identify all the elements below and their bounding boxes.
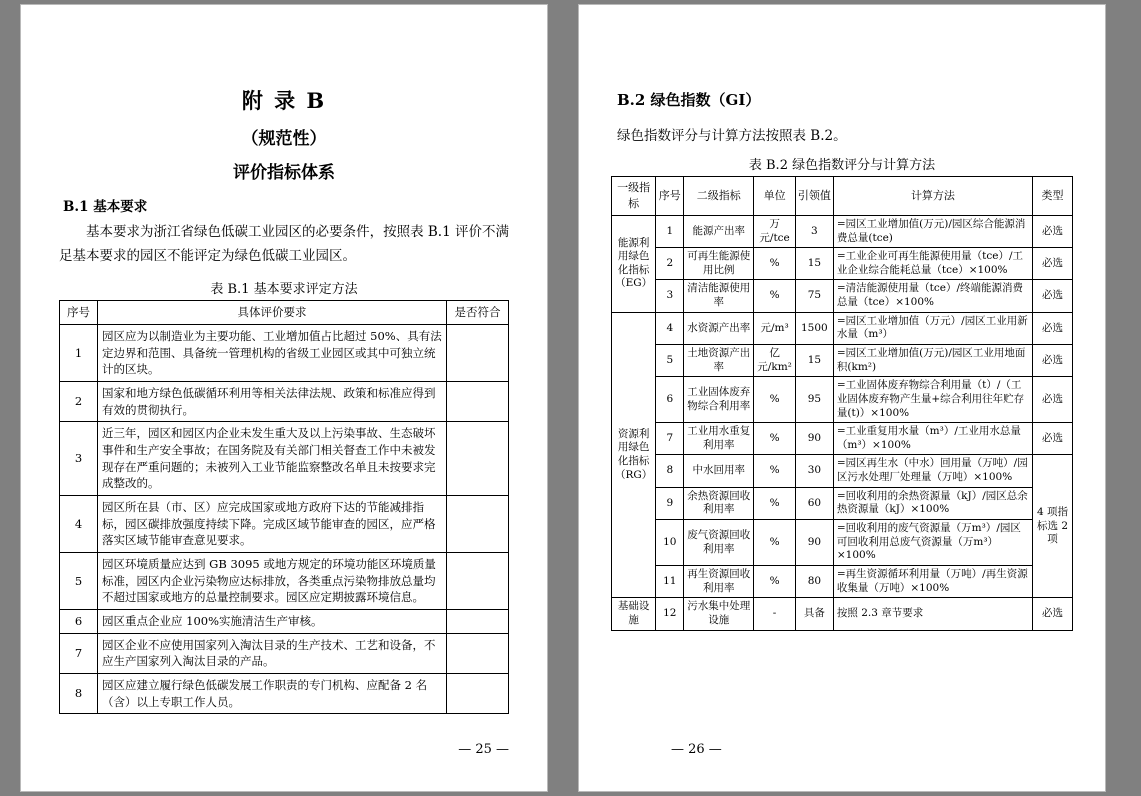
table-row (60, 381, 509, 421)
table-row (612, 377, 1073, 423)
cell-target-value: 80 (795, 565, 833, 597)
section-heading-b2: B.2 绿色指数（GI） (617, 91, 761, 109)
table-b2-caption: 表 B.2 绿色指数评分与计算方法 (748, 158, 936, 173)
table-row (60, 633, 509, 673)
cell-secondary-index: 废气资源回收利用率 (684, 520, 754, 566)
cell-no: 6 (60, 610, 98, 634)
cell-no: 5 (656, 345, 684, 377)
cell-calc-method: =回收利用的废气资源量（万m³）/园区可回收利用总废气资源量（万m³）×100% (833, 520, 1032, 566)
cell-requirement: 园区重点企业应 100%实施清洁生产审核。 (98, 610, 447, 634)
document-page-right (578, 4, 1106, 792)
cell-unit: 元/m³ (754, 312, 796, 344)
table-row (612, 215, 1073, 247)
cell-no: 3 (656, 280, 684, 312)
cell-secondary-index: 工业用水重复利用率 (684, 423, 754, 455)
cell-no: 3 (60, 422, 98, 496)
cell-calc-method: =工业重复用水量（m³）/工业用水总量（m³）×100% (833, 423, 1032, 455)
cell-target-value: 3 (795, 215, 833, 247)
section-heading-b1: B.1 基本要求 (63, 199, 148, 215)
cell-target-value: 75 (795, 280, 833, 312)
cell-target-value: 30 (795, 455, 833, 487)
table-header-row (60, 301, 509, 325)
cell-calc-method: 按照 2.3 章节要求 (833, 598, 1032, 630)
cell-target-value: 15 (795, 345, 833, 377)
cell-no: 1 (656, 215, 684, 247)
table-row (612, 312, 1073, 344)
col-header-unit: 单位 (754, 177, 796, 216)
cell-type: 必选 (1033, 423, 1073, 455)
cell-no: 8 (656, 455, 684, 487)
cell-requirement: 园区所在县（市、区）应完成国家或地方政府下达的节能减排指标，园区碳排放强度持续下降。完成区域节能审查的园区，应严格落实区域节能审查意见要求。 (98, 495, 447, 552)
cell-conform (447, 633, 509, 673)
document-page-left (20, 4, 548, 792)
cell-no: 4 (656, 312, 684, 344)
table-b1-caption: 表 B.1 基本要求评定方法 (210, 282, 358, 298)
cell-unit: 亿元/km² (754, 345, 796, 377)
cell-primary-index: 资源利用绿色化指标（RG） (612, 312, 656, 598)
col-header-calc-method: 计算方法 (833, 177, 1032, 216)
appendix-title: 附 录 B (241, 88, 327, 113)
cell-no: 9 (656, 487, 684, 519)
cell-calc-method: =园区再生水（中水）回用量（万吨）/园区污水处理厂处理量（万吨）×100% (833, 455, 1032, 487)
cell-no: 12 (656, 598, 684, 630)
cell-unit: % (754, 520, 796, 566)
cell-type: 必选 (1033, 598, 1073, 630)
table-row (60, 552, 509, 609)
table-row (612, 280, 1073, 312)
cell-type: 必选 (1033, 377, 1073, 423)
cell-secondary-index: 能源产出率 (684, 215, 754, 247)
cell-conform (447, 610, 509, 634)
cell-conform (447, 381, 509, 421)
cell-type: 必选 (1033, 280, 1073, 312)
cell-unit: 万元/tce (754, 215, 796, 247)
cell-unit: % (754, 248, 796, 280)
appendix-subtitle-2: 评价指标体系 (233, 163, 335, 183)
cell-target-value: 具备 (795, 598, 833, 630)
cell-requirement: 国家和地方绿色低碳循环利用等相关法律法规、政策和标准应得到有效的贯彻执行。 (98, 381, 447, 421)
cell-unit: % (754, 423, 796, 455)
cell-target-value: 60 (795, 487, 833, 519)
cell-primary-index: 能源利用绿色化指标（EG） (612, 215, 656, 312)
table-row (60, 674, 509, 714)
cell-secondary-index: 土地资源产出率 (684, 345, 754, 377)
cell-conform (447, 552, 509, 609)
table-row (612, 520, 1073, 566)
cell-secondary-index: 可再生能源使用比例 (684, 248, 754, 280)
table-b1 (59, 300, 509, 714)
page-number-right: — 26 — (671, 742, 722, 757)
cell-secondary-index: 工业固体废弃物综合利用率 (684, 377, 754, 423)
cell-requirement: 近三年，园区和园区内企业未发生重大及以上污染事故、生态破坏事件和生产安全事故；在国务院及有关部门相关督查工作中未被发现存在严重问题的；未被列入工业节能监察整改名单且未按要求完成整改的。 (98, 422, 447, 496)
cell-type: 必选 (1033, 312, 1073, 344)
cell-no: 5 (60, 552, 98, 609)
cell-no: 8 (60, 674, 98, 714)
cell-no: 11 (656, 565, 684, 597)
cell-requirement: 园区应为以制造业为主要功能、工业增加值占比超过 50%、具有法定边界和范围、具备统一管理机构的省级工业园区或其中可独立统计的区块。 (98, 324, 447, 381)
cell-requirement: 园区应建立履行绿色低碳发展工作职责的专门机构、应配备 2 名（含）以上专职工作人员。 (98, 674, 447, 714)
section-b2-paragraph: 绿色指数评分与计算方法按照表 B.2。 (617, 128, 847, 144)
col-header-requirement: 具体评价要求 (98, 301, 447, 325)
cell-no: 6 (656, 377, 684, 423)
cell-calc-method: =园区工业增加值(万元)/园区综合能源消费总量(tce) (833, 215, 1032, 247)
col-header-no: 序号 (60, 301, 98, 325)
cell-secondary-index: 中水回用率 (684, 455, 754, 487)
cell-secondary-index: 余热资源回收利用率 (684, 487, 754, 519)
cell-conform (447, 674, 509, 714)
table-row (60, 495, 509, 552)
table-row (60, 610, 509, 634)
table-row (60, 422, 509, 496)
col-header-primary-index: 一级指标 (612, 177, 656, 216)
cell-no: 4 (60, 495, 98, 552)
cell-unit: % (754, 487, 796, 519)
table-row (612, 487, 1073, 519)
col-header-secondary-index: 二级指标 (684, 177, 754, 216)
table-row (612, 423, 1073, 455)
page-number-left: — 25 — (458, 742, 509, 757)
table-row (612, 248, 1073, 280)
cell-calc-method: =工业企业可再生能源使用量（tce）/工业企业综合能耗总量（tce）×100% (833, 248, 1032, 280)
cell-calc-method: =园区工业增加值（万元）/园区工业用新水量（m³） (833, 312, 1032, 344)
col-header-conform: 是否符合 (447, 301, 509, 325)
cell-unit: % (754, 565, 796, 597)
cell-secondary-index: 再生资源回收利用率 (684, 565, 754, 597)
table-header-row (612, 177, 1073, 216)
cell-type: 必选 (1033, 215, 1073, 247)
cell-type-group: 4 项指标选 2 项 (1033, 455, 1073, 598)
cell-secondary-index: 清洁能源使用率 (684, 280, 754, 312)
cell-target-value: 90 (795, 520, 833, 566)
cell-no: 2 (656, 248, 684, 280)
appendix-subtitle: （规范性） (241, 129, 327, 149)
table-row (612, 565, 1073, 597)
cell-no: 2 (60, 381, 98, 421)
cell-calc-method: =回收利用的余热资源量（kJ）/园区总余热资源量（kJ）×100% (833, 487, 1032, 519)
cell-unit: % (754, 280, 796, 312)
cell-conform (447, 422, 509, 496)
cell-secondary-index: 水资源产出率 (684, 312, 754, 344)
cell-target-value: 1500 (795, 312, 833, 344)
cell-calc-method: =工业固体废弃物综合利用量（t）/（工业固体废弃物产生量+综合利用往年贮存量(t)）×100% (833, 377, 1032, 423)
col-header-target-value: 引领值 (795, 177, 833, 216)
cell-requirement: 园区企业不应使用国家列入淘汰目录的生产技术、工艺和设备，不应生产国家列入淘汰目录的产品。 (98, 633, 447, 673)
cell-primary-index: 基础设施 (612, 598, 656, 630)
table-row (612, 455, 1073, 487)
cell-unit: - (754, 598, 796, 630)
table-row (60, 324, 509, 381)
section-b1-paragraph: 基本要求为浙江省绿色低碳工业园区的必要条件，按照表 B.1 评价不满足基本要求的园区不能评定为绿色低碳工业园区。 (59, 224, 509, 264)
cell-unit: % (754, 455, 796, 487)
col-header-type: 类型 (1033, 177, 1073, 216)
cell-target-value: 15 (795, 248, 833, 280)
cell-requirement: 园区环境质量应达到 GB 3095 或地方规定的环境功能区环境质量标准，园区内企业污染物应达标排放，各类重点污染物排放总量均不超过国家或地方的总量控制要求。园区应定期披露环境信息。 (98, 552, 447, 609)
col-header-no: 序号 (656, 177, 684, 216)
cell-no: 10 (656, 520, 684, 566)
cell-conform (447, 324, 509, 381)
cell-conform (447, 495, 509, 552)
cell-calc-method: =园区工业增加值(万元)/园区工业用地面积(km²) (833, 345, 1032, 377)
cell-calc-method: =再生资源循环利用量（万吨）/再生资源收集量（万吨）×100% (833, 565, 1032, 597)
cell-no: 7 (60, 633, 98, 673)
cell-no: 7 (656, 423, 684, 455)
cell-secondary-index: 污水集中处理设施 (684, 598, 754, 630)
cell-type: 必选 (1033, 248, 1073, 280)
cell-target-value: 90 (795, 423, 833, 455)
cell-type: 必选 (1033, 345, 1073, 377)
cell-unit: % (754, 377, 796, 423)
table-row (612, 345, 1073, 377)
table-b2 (611, 176, 1073, 631)
table-row (612, 598, 1073, 630)
cell-calc-method: =清洁能源使用量（tce）/终端能源消费总量（tce）×100% (833, 280, 1032, 312)
cell-target-value: 95 (795, 377, 833, 423)
cell-no: 1 (60, 324, 98, 381)
